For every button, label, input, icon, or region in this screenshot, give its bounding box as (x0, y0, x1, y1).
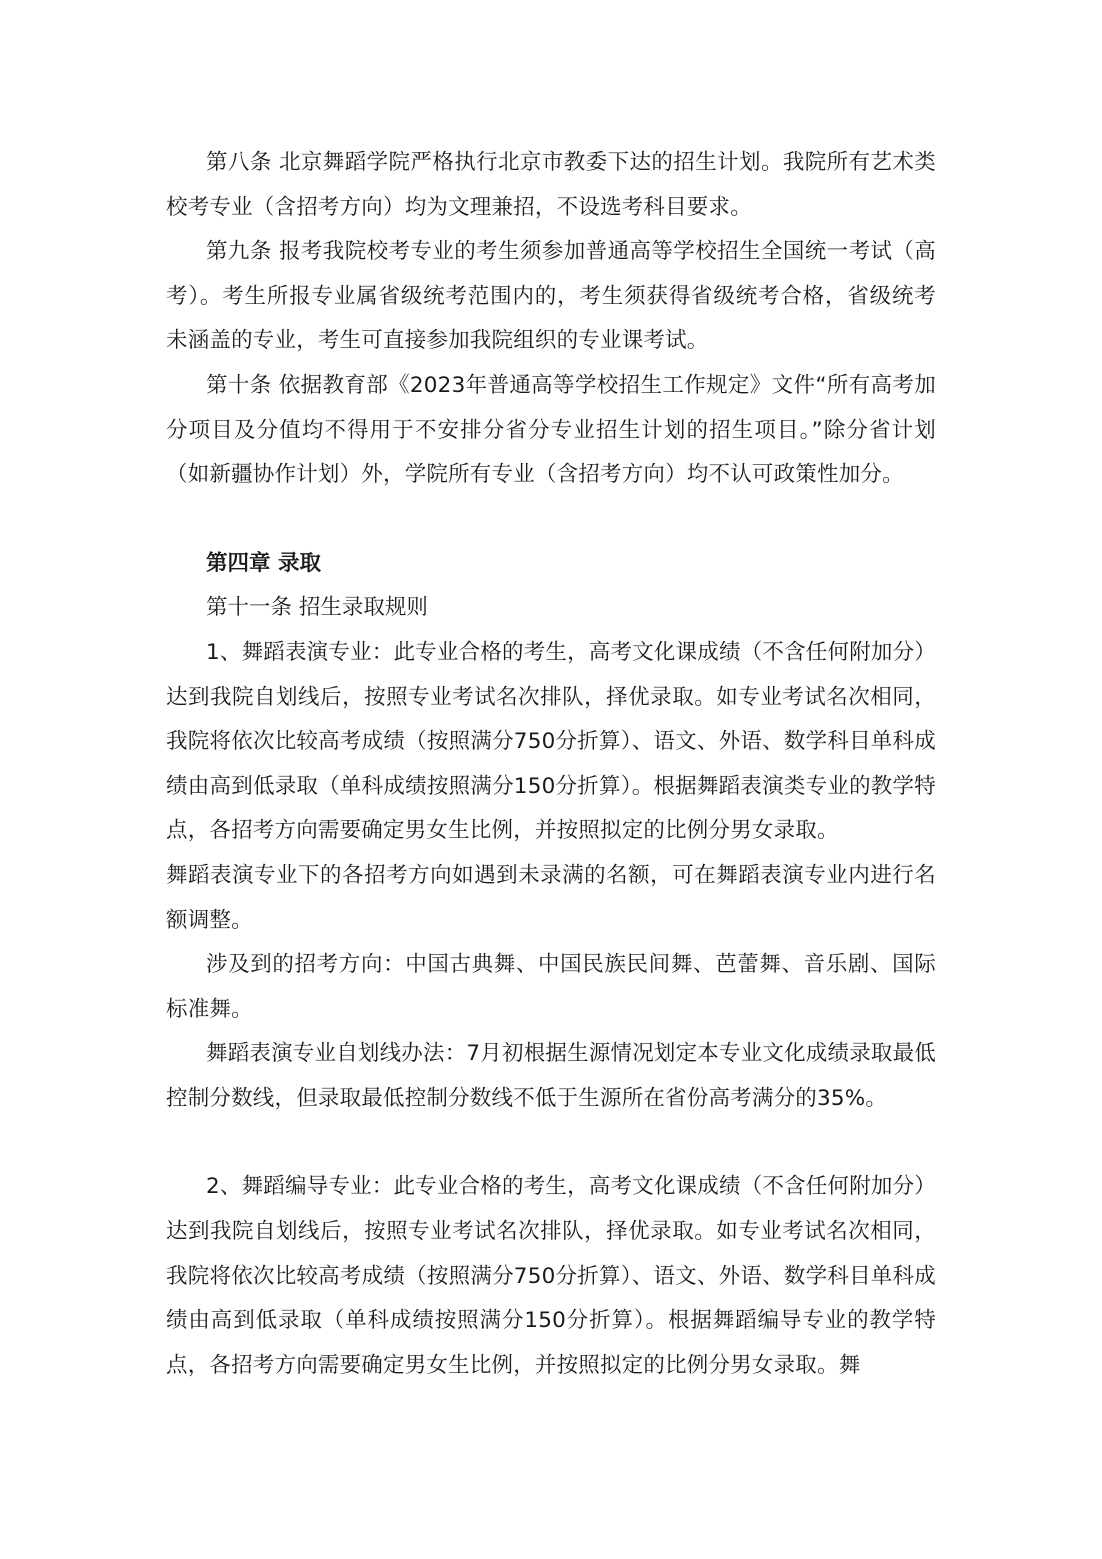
article-11-title: 第十一条 招生录取规则 (206, 595, 428, 621)
rule-1-directions: 涉及到的招考方向：中国古典舞、中国民族民间舞、芭蕾舞、音乐剧、国际标准舞。 (166, 952, 936, 1022)
article-10-paragraph: 第十条 依据教育部《2023年普通高等学校招生工作规定》文件“所有高考加分项目及分值均不得用于不安排分省分专业招生计划的招生项目。”除分省计划（如新疆协作计划）外，学院所有专业（含招考方向）均不认可政策性加分。 (166, 372, 936, 488)
rule-1-continuation: 舞蹈表演专业下的各招考方向如遇到未录满的名额，可在舞蹈表演专业内进行名额调整。 (166, 862, 936, 933)
document-page (166, 141, 936, 1388)
rule-1-paragraph: 1、舞蹈表演专业：此专业合格的考生，高考文化课成绩（不含任何附加分）达到我院自划线后，按照专业考试名次排队，择优录取。如专业考试名次相同，我院将依次比较高考成绩（按照满分750分折算）、语文、外语、数学科目单科成绩由高到低录取（单科成绩按照满分150分折算）。根据舞蹈表演类专业的教学特点，各招考方向需要确定男女生比例，并按照拟定的比例分男女录取。 (166, 639, 936, 844)
chapter-4-heading: 第四章 录取 (206, 550, 321, 576)
section-spacer (166, 498, 936, 542)
article-8-paragraph: 第八条 北京舞蹈学院严格执行北京市教委下达的招生计划。我院所有艺术类校考专业（含招考方向）均为文理兼招，不设选考科目要求。 (166, 150, 936, 220)
section-spacer (166, 1121, 936, 1165)
article-9-paragraph: 第九条 报考我院校考专业的考生须参加普通高等学校招生全国统一考试（高考）。考生所报专业属省级统考范围内的，考生须获得省级统考合格，省级统考未涵盖的专业，考生可直接参加我院组织的专业课考试。 (166, 239, 936, 354)
rule-1-cutoff: 舞蹈表演专业自划线办法：7月初根据生源情况划定本专业文化成绩录取最低控制分数线，但录取最低控制分数线不低于生源所在省份高考满分的35%。 (166, 1041, 936, 1111)
rule-2-paragraph: 2、舞蹈编导专业：此专业合格的考生，高考文化课成绩（不含任何附加分）达到我院自划线后，按照专业考试名次排队，择优录取。如专业考试名次相同，我院将依次比较高考成绩（按照满分750分折算）、语文、外语、数学科目单科成绩由高到低录取（单科成绩按照满分150分折算）。根据舞蹈编导专业的教学特点，各招考方向需要确定男女生比例，并按照拟定的比例分男女录取。舞 (166, 1174, 936, 1378)
